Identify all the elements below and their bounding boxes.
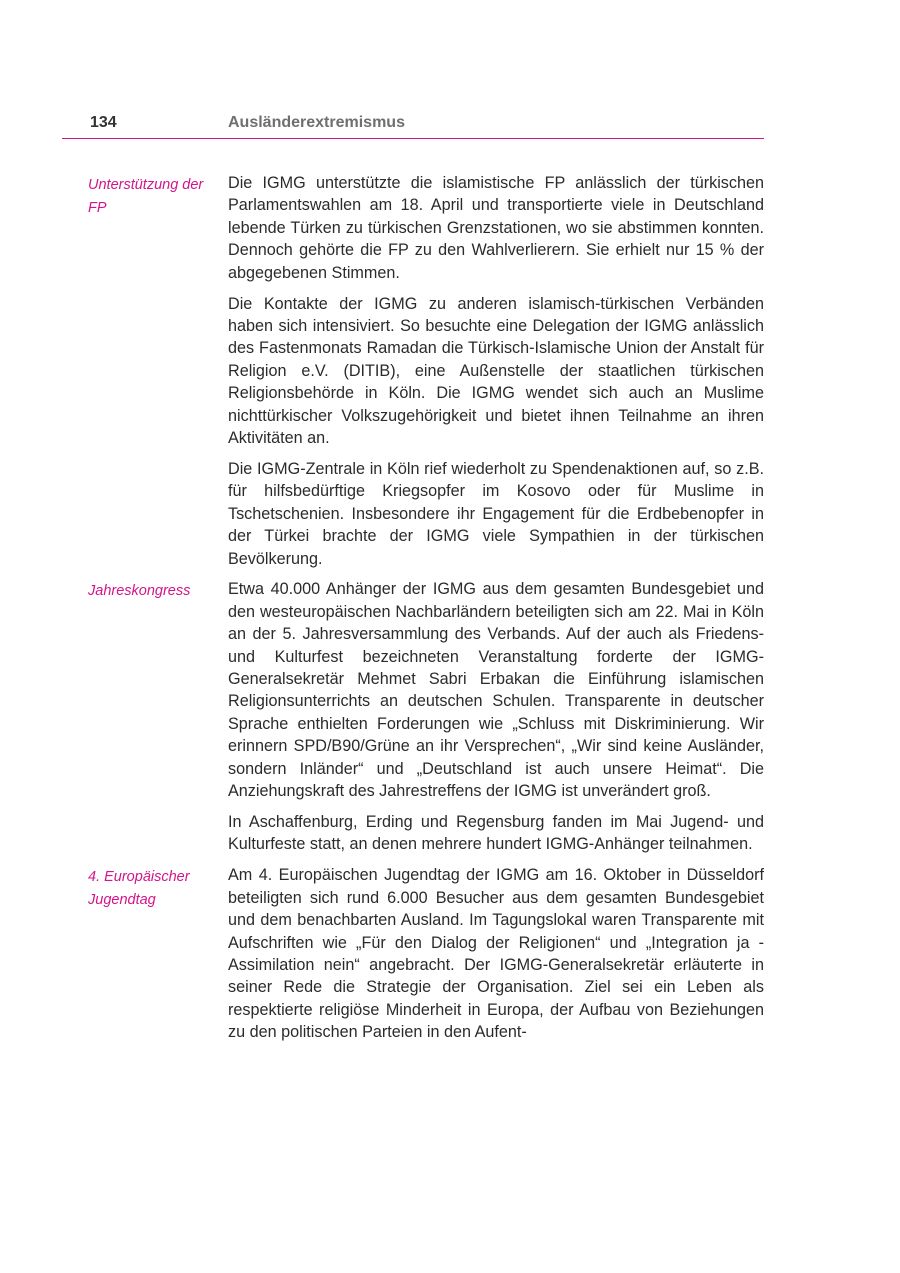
- main-content: [88, 172, 764, 1052]
- margin-note: Jahreskongress: [88, 583, 191, 600]
- page-number: 134: [90, 114, 117, 131]
- section-jugendtag: [88, 864, 764, 1043]
- paragraph: Die Kontakte der IGMG zu anderen islamisch-türkischen Verbänden haben sich intensiviert. So besuchte eine Delegation der IGMG anlässlich des Fastenmonats Ramadan die Türkisch-Islamische Union der Anstalt für Religion e.V. (DITIB), eine Außenstelle der staatlichen türkischen Religionsbehörde in Köln. Die IGMG wendet sich auch an Muslime nichttürkischer Volkszugehörigkeit und bietet ihnen Teilnahme an ihren Aktivitäten an.: [228, 294, 764, 447]
- paragraph: Etwa 40.000 Anhänger der IGMG aus dem gesamten Bundesgebiet und den westeuropäischen Nachbarländern beteiligten sich am 22. Mai in Köln an der 5. Jahresversammlung des Verbands. Auf der auch als Friedens- und Kulturfest bezeichneten Veranstaltung forderte der IGMG-Generalsekretär Mehmet Sabri Erbakan die Einführung islamischen Religionsunterrichts an deutschen Schulen. Transparente in deutscher Sprache enthielten Forderungen wie „Schluss mit Diskriminierung. Wir erinnern SPD/B90/Grüne an ihr Versprechen“, „Wir sind keine Ausländer, sondern Inländer“ und „Deutschland ist auch unsere Heimat“. Die Anziehungskraft des Jahrestreffens der IGMG ist unverändert groß.: [228, 580, 764, 801]
- section-unterstuetzung: [88, 172, 764, 570]
- section-jahreskongress: [88, 578, 764, 855]
- page-header: [62, 112, 764, 139]
- running-title: Ausländerextremismus: [228, 114, 405, 131]
- margin-note: 4. Europäischer Jugendtag: [88, 869, 190, 908]
- paragraph: In Aschaffenburg, Erding und Regensburg fanden im Mai Jugend- und Kulturfeste statt, an denen mehrere hundert IGMG-Anhänger teilnahmen.: [228, 812, 764, 854]
- margin-note: Unterstützung der FP: [88, 177, 204, 216]
- paragraph: Die IGMG-Zentrale in Köln rief wiederholt zu Spendenaktionen auf, so z.B. für hilfsbedürftige Kriegsopfer im Kosovo oder für Muslime in Tschetschenien. Insbesondere ihr Engagement für die Erdbebenopfer in der Türkei brachte der IGMG viele Sympathien in der türkischen Bevölkerung.: [228, 459, 764, 568]
- paragraph: Die IGMG unterstützte die islamistische FP anlässlich der türkischen Parlamentswahlen am 18. April und transportierte viele in Deutschland lebende Türken zu türkischen Grenzstationen, wo sie abstimmen konnten. Dennoch gehörte die FP zu den Wahlverlierern. Sie erhielt nur 15 % der abgegebenen Stimmen.: [228, 174, 764, 282]
- paragraph: Am 4. Europäischen Jugendtag der IGMG am 16. Oktober in Düsseldorf beteiligten sich rund 6.000 Besucher aus dem gesamten Bundesgebiet und dem benachbarten Ausland. Im Tagungslokal waren Transparente mit Aufschriften wie „Für den Dialog der Religionen“ und „Integration ja - Assimilation nein“ angebracht. Der IGMG-Generalsekretär erläuterte in seiner Rede die Strategie der Organisation. Ziel sei ein Leben als respektierte religiöse Minderheit in Europa, der Aufbau von Beziehungen zu den politischen Parteien in den Aufent-: [228, 866, 764, 1042]
